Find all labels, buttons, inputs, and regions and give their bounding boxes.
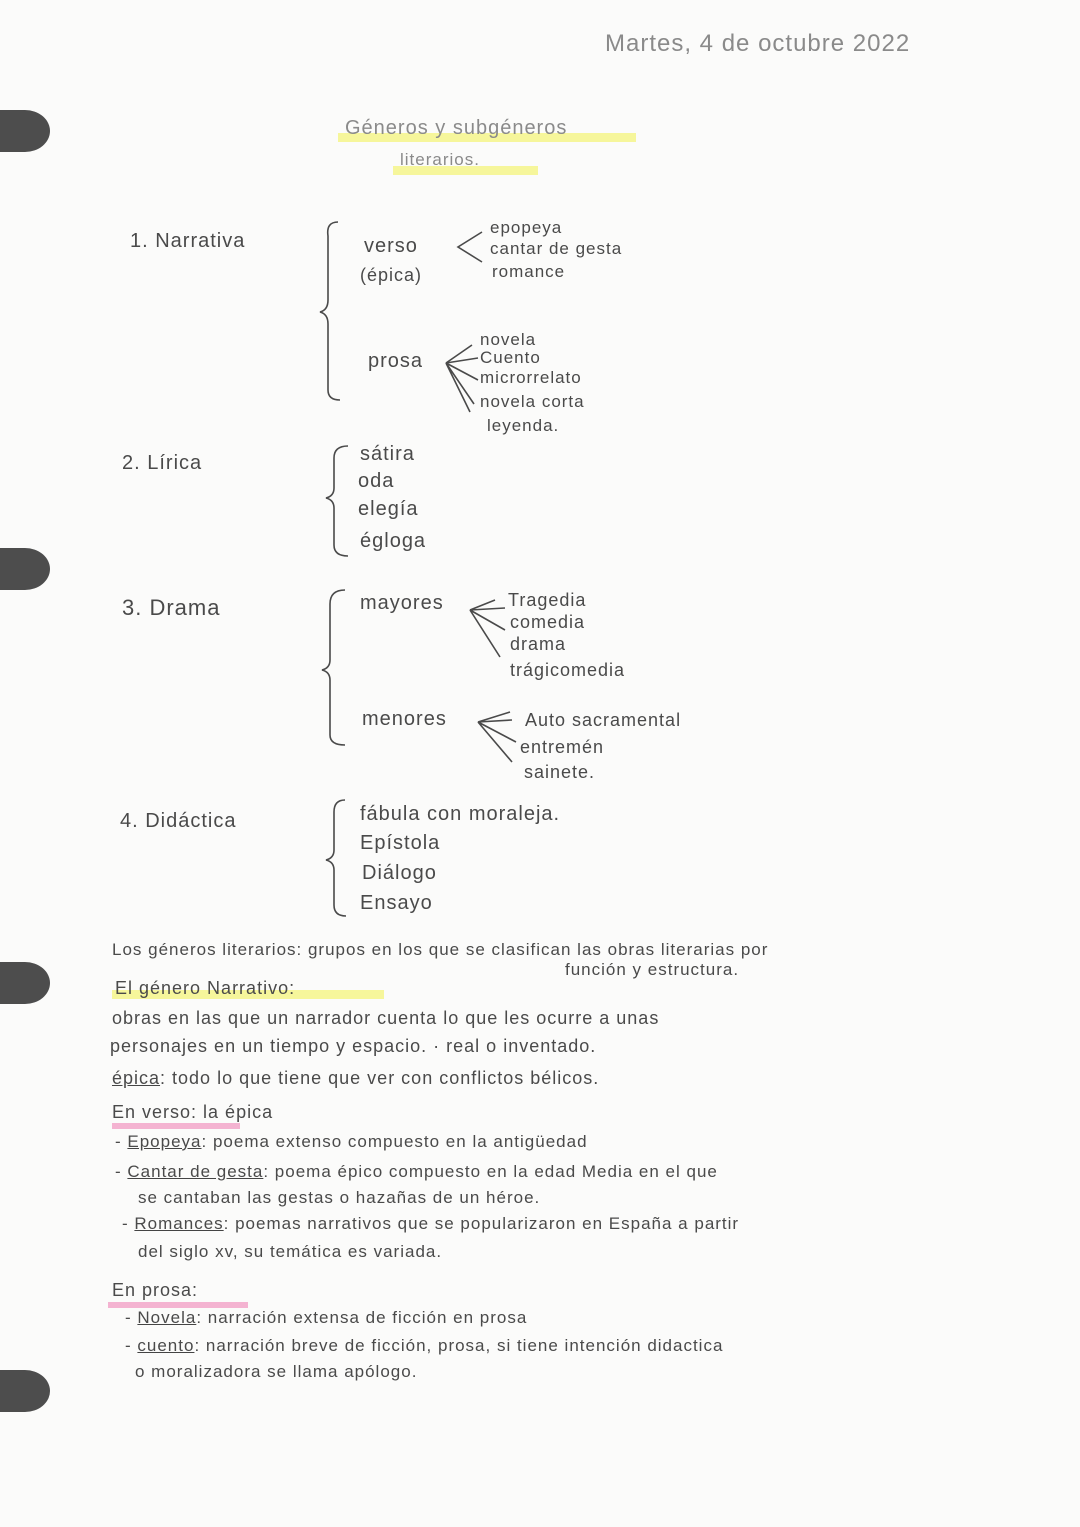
definition: : poemas narrativos que se popularizaron en España a partir (223, 1214, 740, 1233)
term: Epopeya (127, 1132, 202, 1151)
arrow-verso (458, 232, 482, 262)
definition-line: función y estructura. (565, 960, 740, 979)
genre-narrativa: 1. Narrativa (130, 230, 246, 252)
term: Romances (134, 1214, 224, 1233)
drama-mayores: mayores (360, 592, 444, 614)
fan-mayores (470, 600, 505, 657)
genre-didactica: 4. Didáctica (120, 810, 237, 832)
definition: : poema extenso compuesto en la antigüedad (201, 1132, 588, 1151)
colon: : (192, 1280, 199, 1300)
term: cuento (137, 1336, 195, 1355)
mayores-item: Tragedia (508, 590, 587, 610)
fan-menores (478, 712, 516, 762)
list-item: - Cantar de gesta: poema épico compuesto en la edad Media en el que (115, 1162, 718, 1181)
definition: : poema épico compuesto en la edad Media en el que (263, 1162, 718, 1181)
list-item-cont: o moralizadora se llama apólogo. (135, 1362, 418, 1381)
brace-lirica (326, 446, 348, 556)
definition: : narración extensa de ficción en prosa (196, 1308, 528, 1327)
prosa-item: Cuento (480, 348, 541, 367)
colon: : (289, 978, 296, 998)
heading-text: El género Narrativo (115, 978, 290, 998)
definition: : narración breve de ficción, prosa, si tiene intención didactica (194, 1336, 724, 1355)
prosa-item: leyenda. (487, 416, 560, 435)
lirica-item: elegía (358, 498, 419, 520)
genre-drama: 3. Drama (122, 595, 221, 620)
didactica-item: Ensayo (360, 892, 433, 914)
mayores-item: trágicomedia (510, 660, 626, 680)
definition: : todo lo que tiene que ver con conflictos bélicos. (160, 1068, 600, 1088)
lirica-item: égloga (360, 530, 427, 552)
brace-didactica (326, 800, 346, 916)
term: Novela (137, 1308, 197, 1327)
list-item: - Romances: poemas narrativos que se popularizaron en España a partir (122, 1214, 740, 1233)
list-item: - Epopeya: poema extenso compuesto en la antigüedad (115, 1132, 588, 1151)
list-item: - Novela: narración extensa de ficción en prosa (125, 1308, 528, 1327)
didactica-item: Epístola (360, 832, 441, 854)
genre-lirica: 2. Lírica (122, 452, 203, 474)
menores-item: sainete. (524, 762, 596, 782)
term: épica (112, 1068, 161, 1088)
narrativa-prosa: prosa (368, 350, 424, 372)
page-title-line2: literarios. (400, 150, 480, 169)
verso-item: epopeya (490, 218, 563, 237)
heading-text: En verso (112, 1102, 192, 1122)
verso-item: romance (492, 262, 566, 281)
mayores-item: comedia (510, 612, 586, 632)
definition: : la épica (191, 1102, 274, 1122)
prosa-item: novela (480, 330, 537, 349)
menores-item: Auto sacramental (525, 710, 682, 730)
fan-prosa (446, 345, 478, 412)
didactica-item: fábula con moraleja. (360, 803, 561, 825)
verso-item: cantar de gesta (490, 239, 623, 258)
lirica-item: oda (358, 470, 395, 492)
drama-menores: menores (362, 708, 447, 730)
prosa-item: microrrelato (480, 368, 582, 387)
mayores-item: drama (510, 634, 567, 654)
lirica-item: sátira (360, 443, 415, 465)
heading-text: En prosa (112, 1280, 193, 1300)
brace-drama (322, 590, 345, 745)
list-item-cont: del siglo xv, su temática es variada. (138, 1242, 443, 1261)
narrativa-verso-sub: (épica) (360, 265, 423, 285)
list-item: - cuento: narración breve de ficción, prosa, si tiene intención didactica (125, 1336, 724, 1355)
menores-item: entremén (520, 737, 605, 757)
narrativa-verso: verso (364, 235, 418, 257)
definition-line: Los géneros literarios: grupos en los que se clasifican las obras literarias por (112, 940, 769, 959)
paragraph-line: obras en las que un narrador cuenta lo que les ocurre a unas (112, 1008, 660, 1028)
paragraph-line: personajes en un tiempo y espacio. · real o inventado. (110, 1036, 597, 1056)
list-item-cont: se cantaban las gestas o hazañas de un héroe. (138, 1188, 541, 1207)
date: Martes, 4 de octubre 2022 (605, 30, 911, 57)
epica-line (112, 1068, 599, 1089)
prosa-item: novela corta (480, 392, 585, 411)
section-heading-narrativo (115, 978, 295, 999)
page-title: Géneros y subgéneros (345, 117, 568, 139)
term: Cantar de gesta (127, 1162, 264, 1181)
section-heading-prosa (112, 1280, 198, 1301)
didactica-item: Diálogo (362, 862, 437, 884)
brace-narrativa (320, 222, 340, 400)
section-heading-verso (112, 1102, 273, 1123)
